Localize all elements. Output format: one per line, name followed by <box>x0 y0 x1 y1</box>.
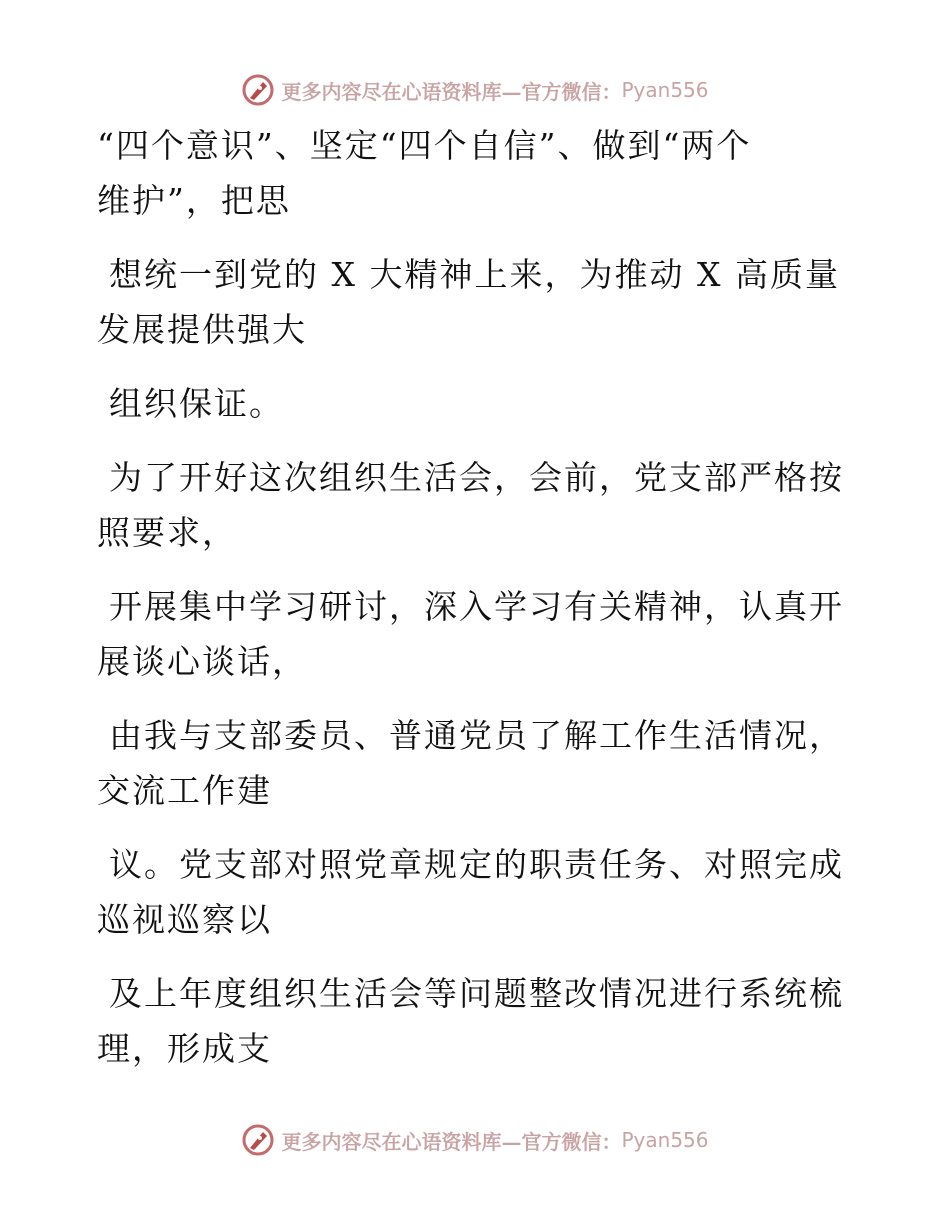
paragraph <box>97 708 844 818</box>
paragraph <box>97 966 844 1076</box>
paragraph-line: 开展集中学习研讨，深入学习有关精神，认真开 <box>109 587 844 626</box>
paragraph-line: 发展提供强大 <box>97 310 307 349</box>
pen-nib-logo-icon <box>241 73 275 107</box>
pen-nib-logo-icon <box>241 1123 275 1157</box>
paragraph-line: 及上年度组织生活会等问题整改情况进行系统梳 <box>109 974 844 1013</box>
paragraph <box>97 450 844 560</box>
paragraph-line: 组织保证。 <box>109 384 284 423</box>
paragraph-line: 由我与支部委员、普通党员了解工作生活情况， <box>109 716 844 755</box>
paragraph-line: “四个意识”、坚定“四个自信”、做到“两个 <box>97 126 752 165</box>
header-watermark <box>0 70 950 110</box>
paragraph <box>97 247 840 357</box>
paragraph-line: 照要求， <box>97 513 237 552</box>
paragraph <box>97 376 837 431</box>
paragraph <box>97 118 837 228</box>
watermark-text: 更多内容尽在心语资料库—官方微信： <box>281 79 622 104</box>
paragraph <box>97 579 844 689</box>
paragraph-line: 理，形成支 <box>97 1029 272 1068</box>
paragraph-line: 巡视巡察以 <box>97 900 272 939</box>
paragraph-line: 展谈心谈话， <box>97 642 307 681</box>
paragraph-line: 为了开好这次组织生活会，会前，党支部严格按 <box>109 458 844 497</box>
watermark-wechat-id: Pyan556 <box>621 1128 709 1152</box>
watermark-wechat-id: Pyan556 <box>621 78 709 102</box>
watermark-text: 更多内容尽在心语资料库—官方微信： <box>281 1129 622 1154</box>
paragraph-line: 议。党支部对照党章规定的职责任务、对照完成 <box>109 845 844 884</box>
paragraph-line: 维护”，把思 <box>97 181 291 220</box>
paragraph <box>97 837 844 947</box>
paragraph-line: 交流工作建 <box>97 771 272 810</box>
document-body <box>97 118 844 1095</box>
paragraph-line: 想统一到党的 X 大精神上来，为推动 X 高质量 <box>109 255 840 294</box>
footer-watermark <box>0 1120 950 1160</box>
